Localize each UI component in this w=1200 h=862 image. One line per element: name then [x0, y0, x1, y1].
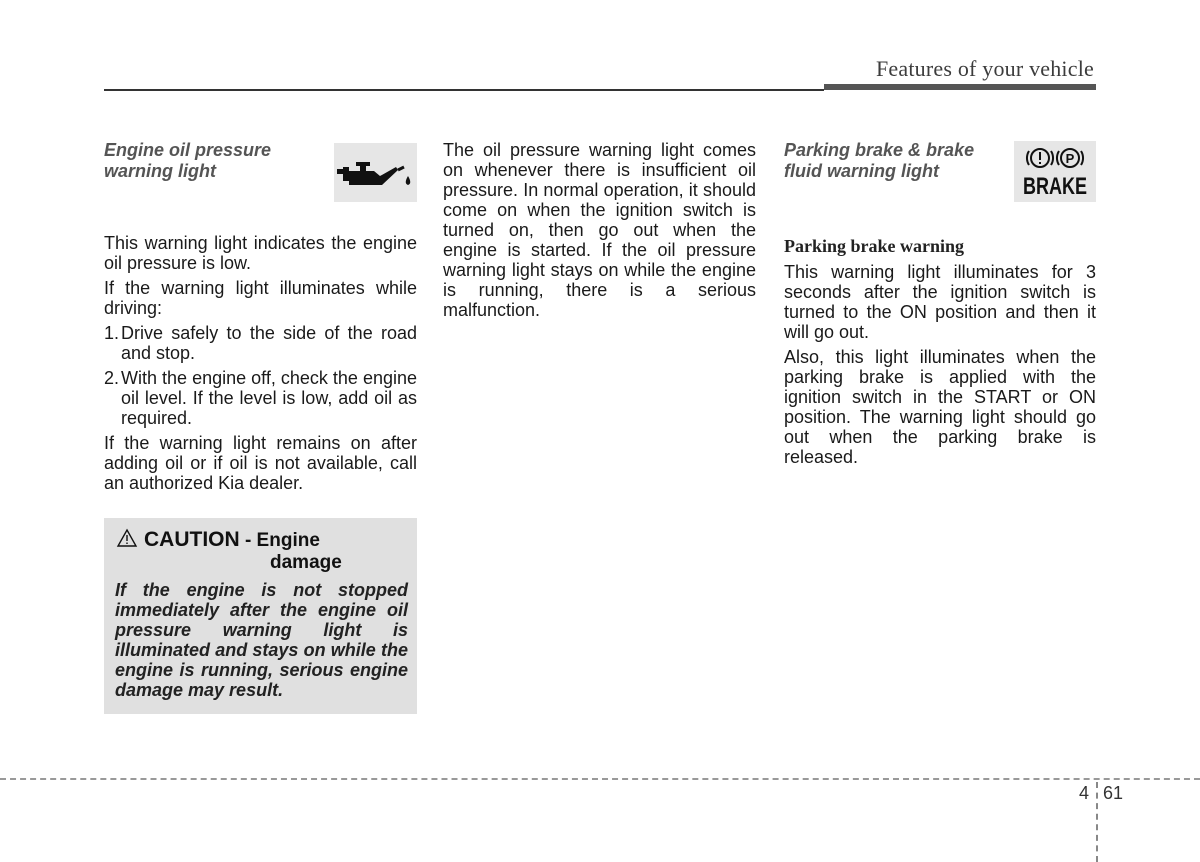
caution-box [104, 518, 417, 714]
brake-icon-label: BRAKE [1023, 173, 1087, 200]
header-rule-accent [824, 84, 1096, 90]
section-heading-brake: Parking brake & brake fluid warning light [784, 140, 975, 181]
page-header-title: Features of your vehicle [875, 56, 1094, 81]
chapter-number: 4 [1079, 783, 1090, 803]
paragraph: This warning light indicates the engine oil pressure is low. [104, 233, 417, 273]
paragraph: If the warning light illuminates while driving: [104, 278, 417, 318]
paragraph: Also, this light illuminates when the parking brake is applied with the ignition switch in the START or ON position. The warning light should go out when the parking brake is released. [784, 347, 1096, 467]
sub-heading-parking-brake: Parking brake warning [784, 236, 965, 256]
paragraph: This warning light illuminates for 3 seconds after the ignition switch is turned to the ON position and then it will go out. [784, 262, 1096, 342]
column-oil-pressure-continued [443, 140, 756, 325]
paragraph: The oil pressure warning light comes on whenever there is insufficient oil pressure. In normal operation, it should come on when the ignition switch is turned on, then go out when the engine is started. If the oil pressure warning light stays on while the engine is running, there is a serious malfunction. [443, 140, 756, 320]
caution-title: CAUTION - Engine damage [116, 528, 342, 574]
caution-text: If the engine is not stopped immediately after the engine oil pressure warning light is illuminated and stays on while the engine is running, serious engine damage may result. [115, 580, 408, 700]
warning-triangle-icon [116, 528, 138, 548]
svg-text:P: P [1065, 151, 1075, 166]
list-item: 1. Drive safely to the side of the road and stop. [104, 323, 417, 363]
footer-page-divider [1096, 782, 1098, 862]
list-item: 2. With the engine off, check the engine oil level. If the level is low, add oil as required. [104, 368, 417, 428]
brake-warning-icon [1014, 141, 1096, 202]
oil-pressure-warning-icon [334, 143, 417, 202]
steps-list [104, 323, 417, 428]
header-rule [104, 89, 824, 91]
footer-divider [0, 778, 1200, 780]
page-number: 61 [1103, 783, 1124, 803]
paragraph: If the warning light remains on after adding oil or if oil is not available, call an authorized Kia dealer. [104, 433, 417, 493]
section-heading-oil-pressure: Engine oil pressure warning light [104, 140, 272, 181]
